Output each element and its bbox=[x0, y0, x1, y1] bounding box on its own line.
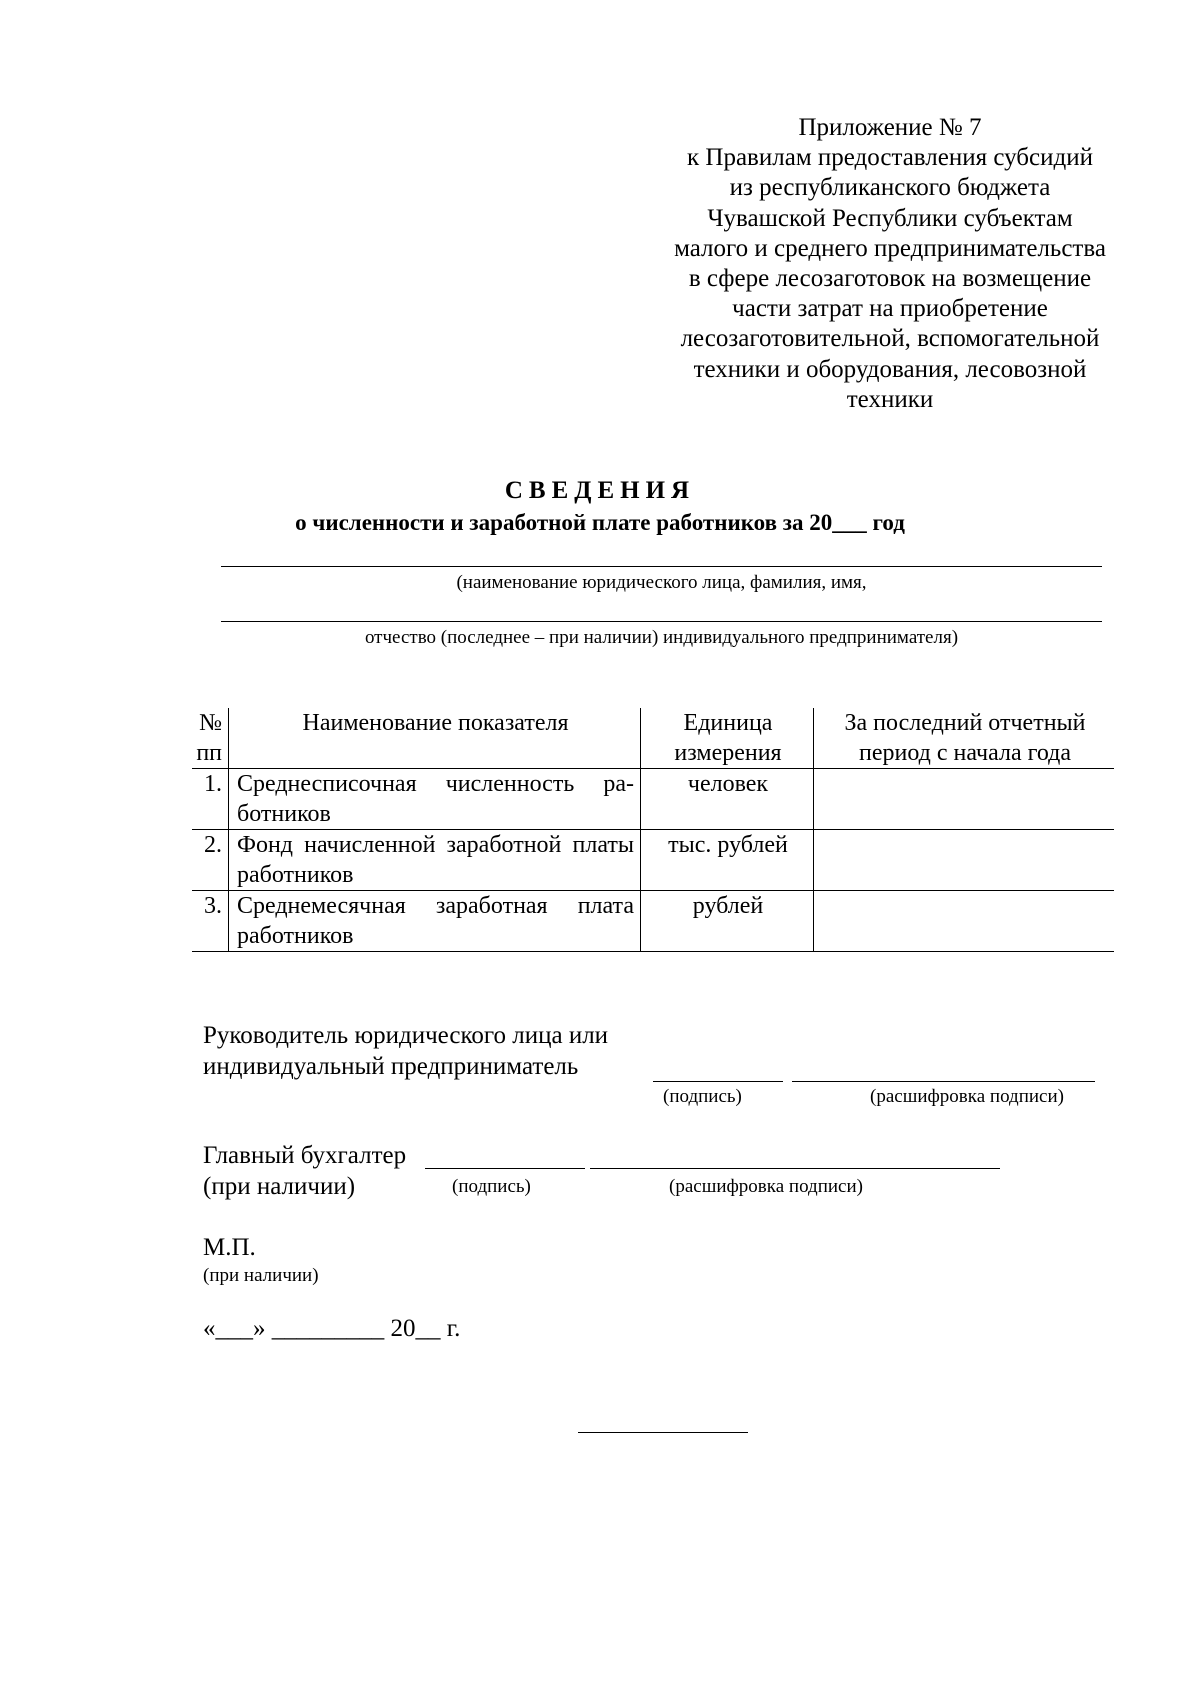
head-title-line1: Руководитель юридического лица или bbox=[203, 1022, 609, 1049]
appendix-line: к Правилам предоставления субсидий bbox=[687, 144, 1093, 172]
appendix-line: Чувашской Республики субъектам bbox=[707, 204, 1073, 232]
accountant-signature-field[interactable] bbox=[425, 1168, 585, 1169]
head-decode-field[interactable] bbox=[792, 1081, 1095, 1082]
row-name: Среднемесячная заработная плата работников bbox=[229, 891, 641, 952]
appendix-header bbox=[640, 113, 1140, 415]
appendix-line: части затрат на приобретение bbox=[732, 295, 1048, 323]
row-value-cell[interactable] bbox=[814, 891, 1115, 952]
appendix-line: техники bbox=[846, 385, 934, 413]
table-row bbox=[192, 769, 1114, 830]
header-unit: Единица измерения bbox=[641, 708, 814, 769]
header-name: Наименование показателя bbox=[229, 708, 641, 769]
table-row bbox=[192, 891, 1114, 952]
appendix-line: в сфере лесозаготовок на возмещение bbox=[688, 265, 1092, 293]
entity-caption-2: отчество (последнее – при наличии) индивидуального предпринимателя) bbox=[364, 627, 959, 648]
head-sign-caption: (подпись) bbox=[663, 1086, 742, 1107]
table-header-row bbox=[192, 708, 1114, 769]
entity-patronymic-line bbox=[221, 621, 1102, 622]
header-num: № пп bbox=[192, 708, 229, 769]
entity-name-line bbox=[221, 566, 1102, 567]
appendix-line: из республиканского бюджета bbox=[729, 174, 1051, 202]
row-num: 3. bbox=[192, 891, 229, 952]
stamp-label: М.П. bbox=[203, 1234, 256, 1261]
row-num: 1. bbox=[192, 769, 229, 830]
document-title: СВЕДЕНИЯ bbox=[504, 477, 696, 504]
header-value: За последний отчетный период с начала года bbox=[814, 708, 1115, 769]
entity-caption-1: (наименование юридического лица, фамилия, имя, bbox=[456, 572, 867, 593]
row-unit: рублей bbox=[641, 891, 814, 952]
row-value-cell[interactable] bbox=[814, 830, 1115, 891]
appendix-line: лесозаготовительной, вспомогательной bbox=[680, 325, 1100, 353]
appendix-line: малого и среднего предпринимательства bbox=[674, 234, 1106, 262]
closing-separator bbox=[578, 1432, 748, 1433]
head-decode-caption: (расшифровка подписи) bbox=[870, 1086, 1064, 1107]
head-signature-field[interactable] bbox=[653, 1081, 783, 1082]
row-value-cell[interactable] bbox=[814, 769, 1115, 830]
table-row bbox=[192, 830, 1114, 891]
row-num: 2. bbox=[192, 830, 229, 891]
accountant-sign-caption: (подпись) bbox=[452, 1176, 531, 1197]
head-title-line2: индивидуальный предприниматель bbox=[203, 1053, 579, 1080]
accountant-title-line2: (при наличии) bbox=[203, 1173, 356, 1200]
stamp-note: (при наличии) bbox=[203, 1265, 319, 1286]
accountant-decode-field[interactable] bbox=[590, 1168, 1000, 1169]
row-unit: тыс. рублей bbox=[641, 830, 814, 891]
row-name: Фонд начисленной заработной платы работников bbox=[229, 830, 641, 891]
row-name: Среднесписочная численность работников bbox=[229, 769, 641, 830]
appendix-line: Приложение № 7 bbox=[798, 114, 982, 141]
row-unit: человек bbox=[641, 769, 814, 830]
date-line[interactable]: «___» _________ 20__ г. bbox=[203, 1315, 461, 1342]
indicators-table bbox=[192, 708, 1114, 952]
appendix-line: техники и оборудования, лесовозной bbox=[693, 355, 1087, 383]
accountant-decode-caption: (расшифровка подписи) bbox=[669, 1176, 863, 1197]
document-subtitle: о численности и заработной плате работников за 20___ год bbox=[295, 510, 905, 535]
accountant-title-line1: Главный бухгалтер bbox=[203, 1142, 407, 1169]
